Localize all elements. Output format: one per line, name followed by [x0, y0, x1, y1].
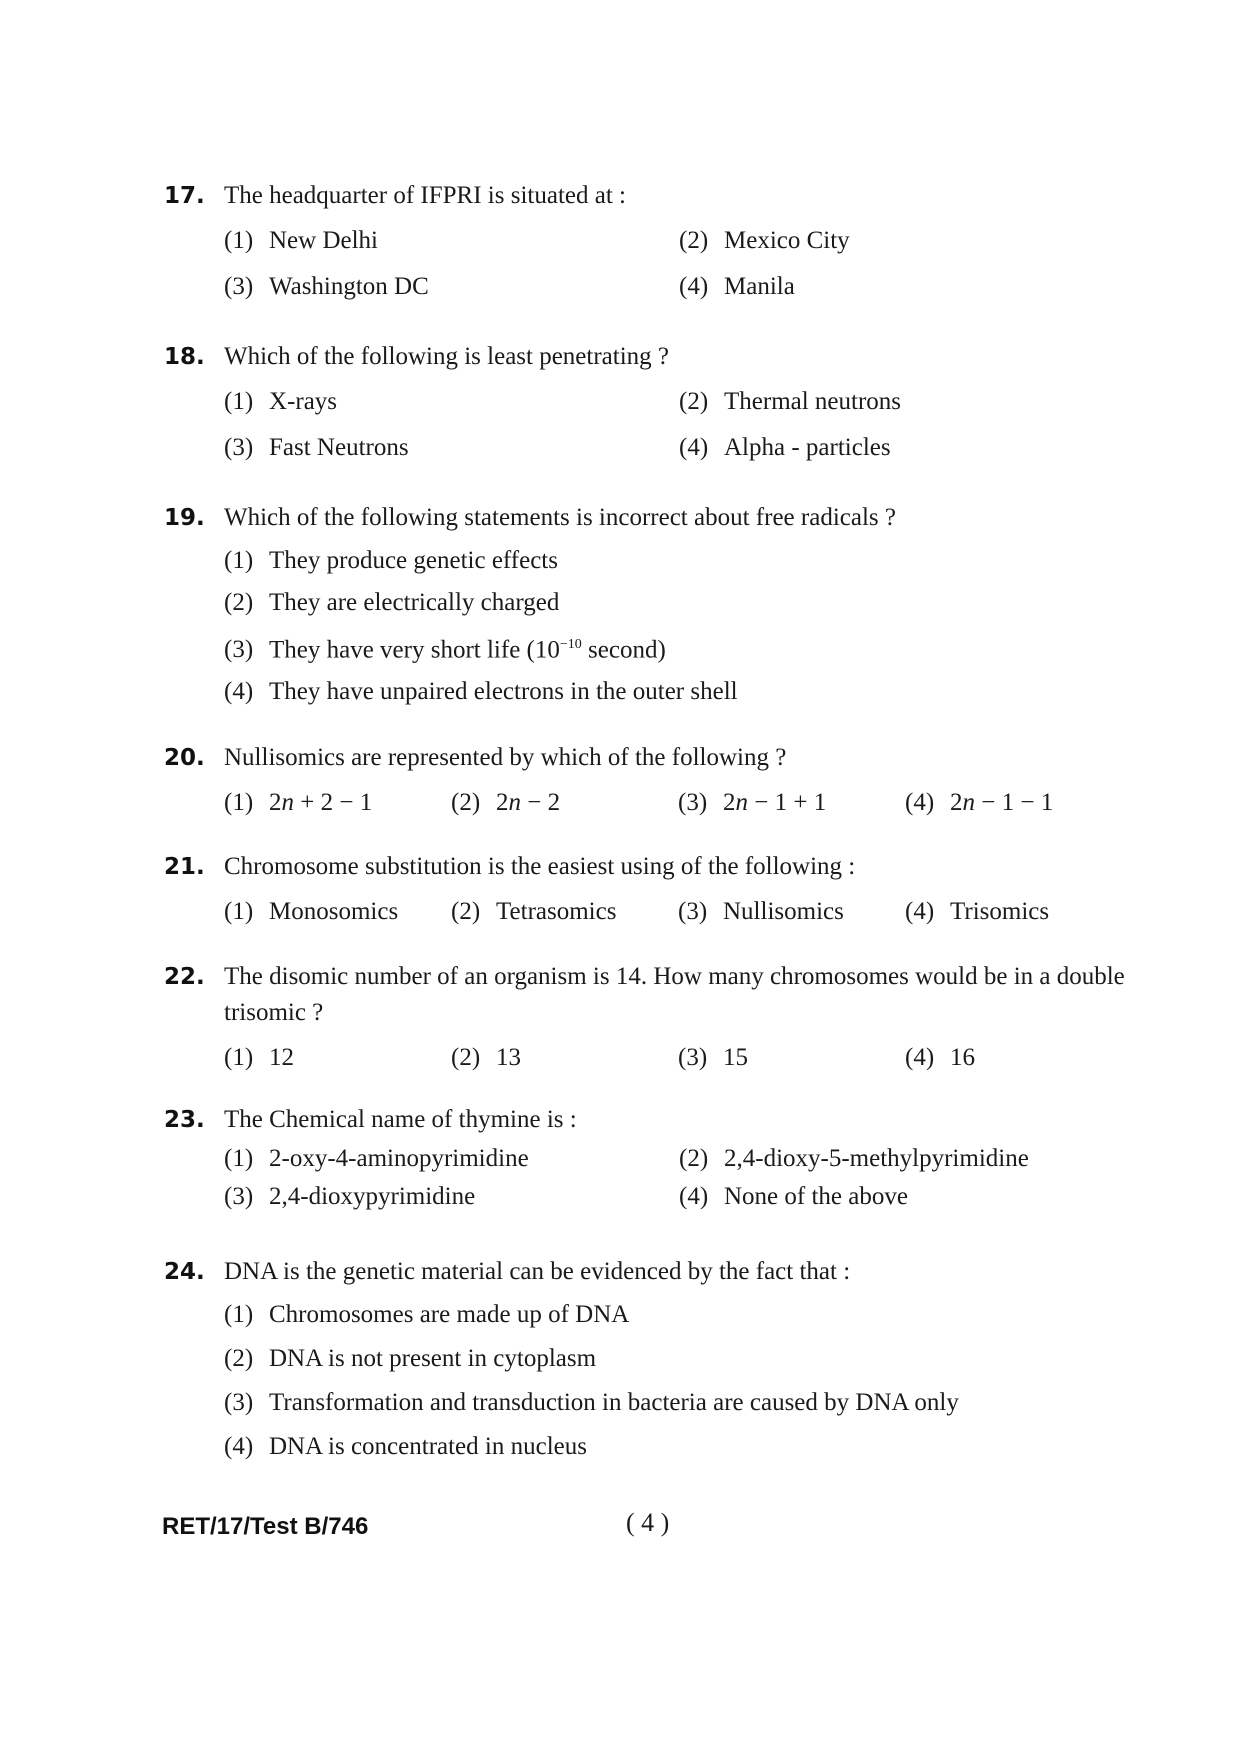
option-text: Monosomics: [269, 898, 399, 925]
option-number: (3): [224, 273, 254, 300]
option-text: 12: [269, 1044, 294, 1071]
option-number: (2): [451, 1044, 481, 1071]
question-19: [164, 500, 1144, 709]
option-number: (2): [679, 1145, 709, 1172]
question-number: 22.: [164, 964, 205, 990]
question-text: Which of the following is least penetrating ?: [224, 343, 670, 370]
option-number: (4): [224, 678, 254, 706]
options: [224, 1298, 1144, 1464]
option-text: They have unpaired electrons in the outer shell: [269, 678, 738, 706]
option-1: [224, 385, 679, 419]
question-number: 20.: [164, 745, 205, 771]
question-23: [164, 1102, 1144, 1214]
options: [224, 544, 1144, 709]
question-number: 24.: [164, 1259, 205, 1285]
option-number: (1): [224, 1044, 254, 1071]
question-22: [164, 959, 1144, 1075]
option-3: [678, 895, 905, 929]
option-number: (3): [678, 898, 708, 925]
option-2: [451, 1041, 678, 1075]
exponent: −10: [559, 637, 582, 652]
expression: − 1 − 1: [975, 789, 1054, 816]
option-1: [224, 1298, 1144, 1332]
option-1: [224, 1041, 451, 1075]
question-17: [164, 178, 1144, 304]
variable: n: [508, 789, 521, 816]
option-text-suffix: second): [581, 636, 666, 664]
option-number: (2): [451, 898, 481, 925]
option-number: (2): [224, 589, 254, 616]
option-number: (4): [905, 898, 935, 925]
option-2: [224, 586, 1144, 620]
option-text: 15: [723, 1044, 748, 1071]
option-3: [224, 1386, 1144, 1420]
option-number: (2): [679, 227, 709, 254]
option-number: (3): [224, 1183, 254, 1210]
option-text: Mexico City: [724, 227, 850, 254]
option-number: (2): [451, 789, 481, 816]
option-4: [224, 1430, 1144, 1464]
option-text: X-rays: [269, 388, 338, 415]
option-text: 13: [496, 1044, 521, 1071]
option-3: [224, 628, 1144, 667]
option-1: [224, 544, 1144, 578]
question-24: [164, 1254, 1144, 1464]
option-number: (4): [905, 1044, 935, 1071]
option-1: [224, 786, 451, 820]
option-2: [679, 385, 1134, 419]
option-2: [224, 1342, 1144, 1376]
option-text: They are electrically charged: [269, 589, 560, 616]
option-1: [224, 1142, 679, 1176]
option-text: They produce genetic effects: [269, 547, 558, 574]
question-text: Which of the following statements is incorrect about free radicals ?: [224, 504, 896, 531]
option-number: (1): [224, 1145, 254, 1172]
option-number: (4): [905, 789, 935, 816]
option-text: Washington DC: [269, 273, 429, 300]
option-4: [679, 1180, 1134, 1214]
option-text: They have very short life (10: [269, 636, 560, 664]
coef: 2: [950, 789, 963, 816]
question-text: DNA is the genetic material can be evidenced by the fact that :: [224, 1258, 851, 1285]
option-number: (2): [224, 1345, 254, 1372]
option-text: Thermal neutrons: [724, 388, 902, 415]
option-number: (3): [224, 636, 254, 664]
option-number: (4): [679, 273, 709, 300]
option-number: (1): [224, 547, 254, 574]
question-number: 21.: [164, 854, 205, 880]
question-text: The headquarter of IFPRI is situated at :: [224, 182, 626, 209]
option-2: [679, 224, 1134, 258]
option-text: Chromosomes are made up of DNA: [269, 1301, 630, 1328]
option-3: [224, 1180, 679, 1214]
option-text: Manila: [724, 273, 795, 300]
options: [224, 786, 1144, 820]
option-number: (4): [224, 1433, 254, 1460]
question-18: [164, 339, 1144, 465]
option-number: (3): [678, 789, 708, 816]
variable: n: [962, 789, 975, 816]
option-number: (1): [224, 227, 254, 254]
option-number: (3): [678, 1044, 708, 1071]
option-3: [678, 786, 905, 820]
options: [224, 1041, 1144, 1075]
option-text: Transformation and transduction in bacteria are caused by DNA only: [269, 1389, 959, 1416]
option-4: [905, 1041, 1132, 1075]
option-number: (1): [224, 898, 254, 925]
option-text: Alpha - particles: [724, 434, 891, 461]
option-number: (1): [224, 789, 254, 816]
option-text: DNA is not present in cytoplasm: [269, 1345, 597, 1372]
option-text: Tetrasomics: [496, 898, 617, 925]
option-4: [905, 895, 1132, 929]
option-number: (3): [224, 434, 254, 461]
option-2: [679, 1142, 1134, 1176]
question-text: Chromosome substitution is the easiest using of the following :: [224, 853, 856, 880]
option-text: 2-oxy-4-aminopyrimidine: [269, 1145, 529, 1172]
option-3: [678, 1041, 905, 1075]
options: [224, 895, 1144, 929]
question-number: 18.: [164, 344, 205, 370]
question-text: The Chemical name of thymine is :: [224, 1106, 577, 1133]
option-text: 2,4-dioxypyrimidine: [269, 1183, 476, 1210]
expression: − 1 + 1: [748, 789, 827, 816]
option-1: [224, 895, 451, 929]
coef: 2: [269, 789, 282, 816]
expression: − 2: [521, 789, 561, 816]
option-text: Trisomics: [950, 898, 1050, 925]
option-number: (1): [224, 388, 254, 415]
options: [224, 224, 1144, 304]
option-2: [451, 786, 678, 820]
question-text: Nullisomics are represented by which of the following ?: [224, 744, 787, 771]
option-number: (4): [679, 1183, 709, 1210]
option-4: [224, 675, 1144, 709]
options: [224, 1142, 1144, 1214]
question-20: [164, 740, 1144, 820]
question-text: The disomic number of an organism is 14. How many chromosomes would be in a double trisomic ?: [224, 963, 1125, 1026]
option-3: [224, 270, 679, 304]
question-21: [164, 849, 1144, 929]
question-number: 17.: [164, 183, 205, 209]
page-number: ( 4 ): [626, 1508, 670, 1537]
expression: + 2 − 1: [294, 789, 373, 816]
coef: 2: [496, 789, 509, 816]
option-text: None of the above: [724, 1183, 908, 1210]
option-text: 2,4-dioxy-5-methylpyrimidine: [724, 1145, 1029, 1172]
option-number: (2): [679, 388, 709, 415]
variable: n: [735, 789, 748, 816]
coef: 2: [723, 789, 736, 816]
option-text: 16: [950, 1044, 975, 1071]
option-number: (1): [224, 1301, 254, 1328]
option-4: [679, 270, 1134, 304]
option-number: (3): [224, 1389, 254, 1416]
option-text: Fast Neutrons: [269, 434, 409, 461]
question-number: 23.: [164, 1107, 205, 1133]
variable: n: [281, 789, 294, 816]
option-number: (4): [679, 434, 709, 461]
option-text: DNA is concentrated in nucleus: [269, 1433, 587, 1460]
option-text: Nullisomics: [723, 898, 844, 925]
option-text: New Delhi: [269, 227, 378, 254]
option-4: [679, 431, 1134, 465]
option-4: [905, 786, 1132, 820]
option-1: [224, 224, 679, 258]
options: [224, 385, 1144, 465]
booklet-code: RET/17/Test B/746: [162, 1513, 369, 1540]
option-3: [224, 431, 679, 465]
question-number: 19.: [164, 505, 205, 531]
option-2: [451, 895, 678, 929]
